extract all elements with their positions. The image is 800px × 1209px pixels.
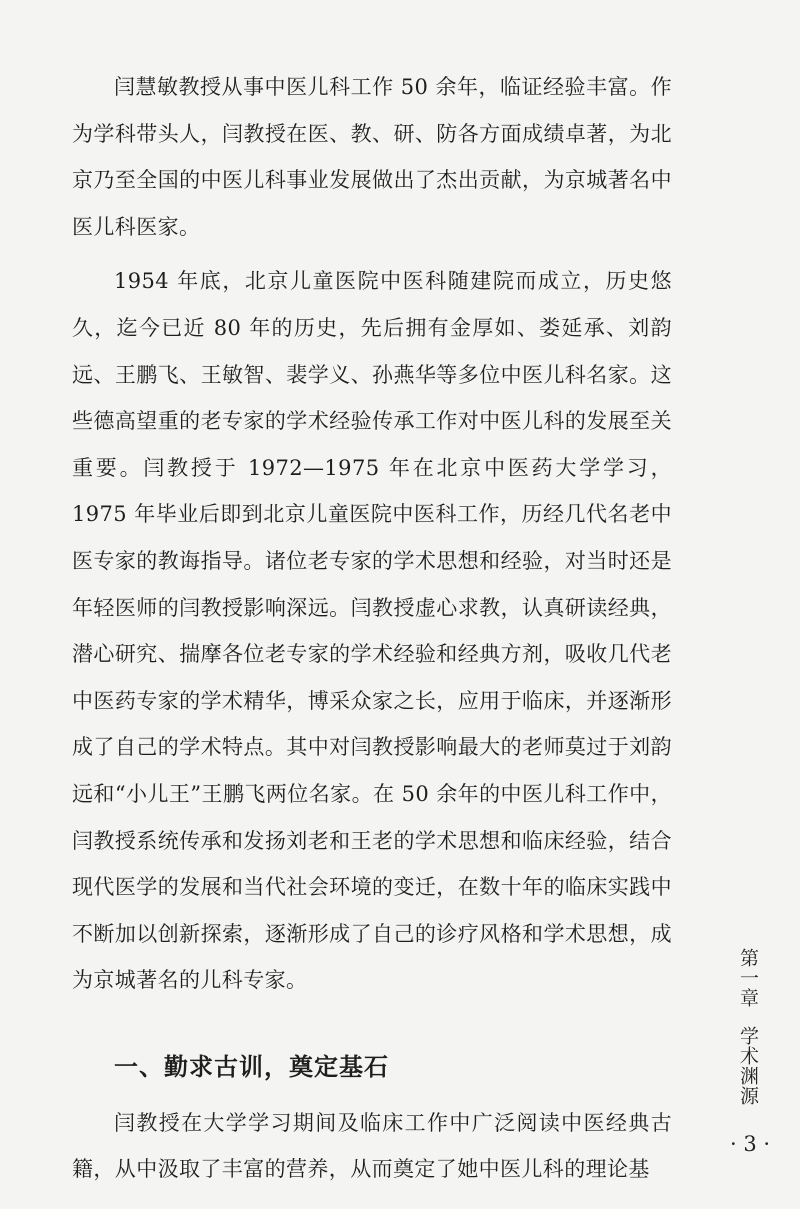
section-heading: 一、勤求古训，奠定基石 xyxy=(114,1051,389,1081)
running-header-vertical xyxy=(736,948,764,1106)
paragraph-intro: 闫慧敏教授从事中医儿科工作 50 余年，临证经验丰富。作为学科带头人，闫教授在医、教、研、防各方面成绩卓著，为北京乃至全国的中医儿科事业发展做出了杰出贡献，为京城著名中医儿科医家。 xyxy=(72,75,672,239)
page-number: · 3 · xyxy=(729,1132,771,1156)
main-text-block xyxy=(72,64,672,1193)
running-header-gap xyxy=(736,1008,764,1026)
paragraph-history: 1954 年底，北京儿童医院中医科随建院而成立，历史悠久，迄今已近 80 年的历史，先后拥有金厚如、娄延承、刘韵远、王鹏飞、王敏智、裴学义、孙燕华等多位中医儿科名家。这些德高望重的老专家的学术经验传承工作对中医儿科的发展至关重要。闫教授于 1972—1975 年在北京中医药大学学习，1975 年毕业后即到北京儿童医院中医科工作，历经几代名老中医专家的教诲指导。诸位老专家的学术思想和经验，对当时还是年轻医师的闫教授影响深远。闫教授虚心求教，认真研读经典，潜心研究、揣摩各位老专家的学术经验和经典方剂，吸收几代老中医药专家的学术精华，博采众家之长，应用于临床，并逐渐形成了自己的学术特点。其中对闫教授影响最大的老师莫过于刘韵远和“小儿王”王鹏飞两位名家。在 50 余年的中医儿科工作中，闫教授系统传承和发扬刘老和王老的学术思想和临床经验，结合现代医学的发展和当代社会环境的变迁，在数十年的临床实践中不断加以创新探索，逐渐形成了自己的诊疗风格和学术思想，成为京城著名的儿科专家。 xyxy=(72,269,672,993)
paragraph-section-start: 闫教授在大学学习期间及临床工作中广泛阅读中医经典古籍，从中汲取了丰富的营养，从而奠定了她中医儿科的理论基 xyxy=(72,1110,672,1182)
running-header-title: 学术渊源 xyxy=(737,1026,759,1106)
running-header-chapter: 第一章 xyxy=(737,948,759,1008)
